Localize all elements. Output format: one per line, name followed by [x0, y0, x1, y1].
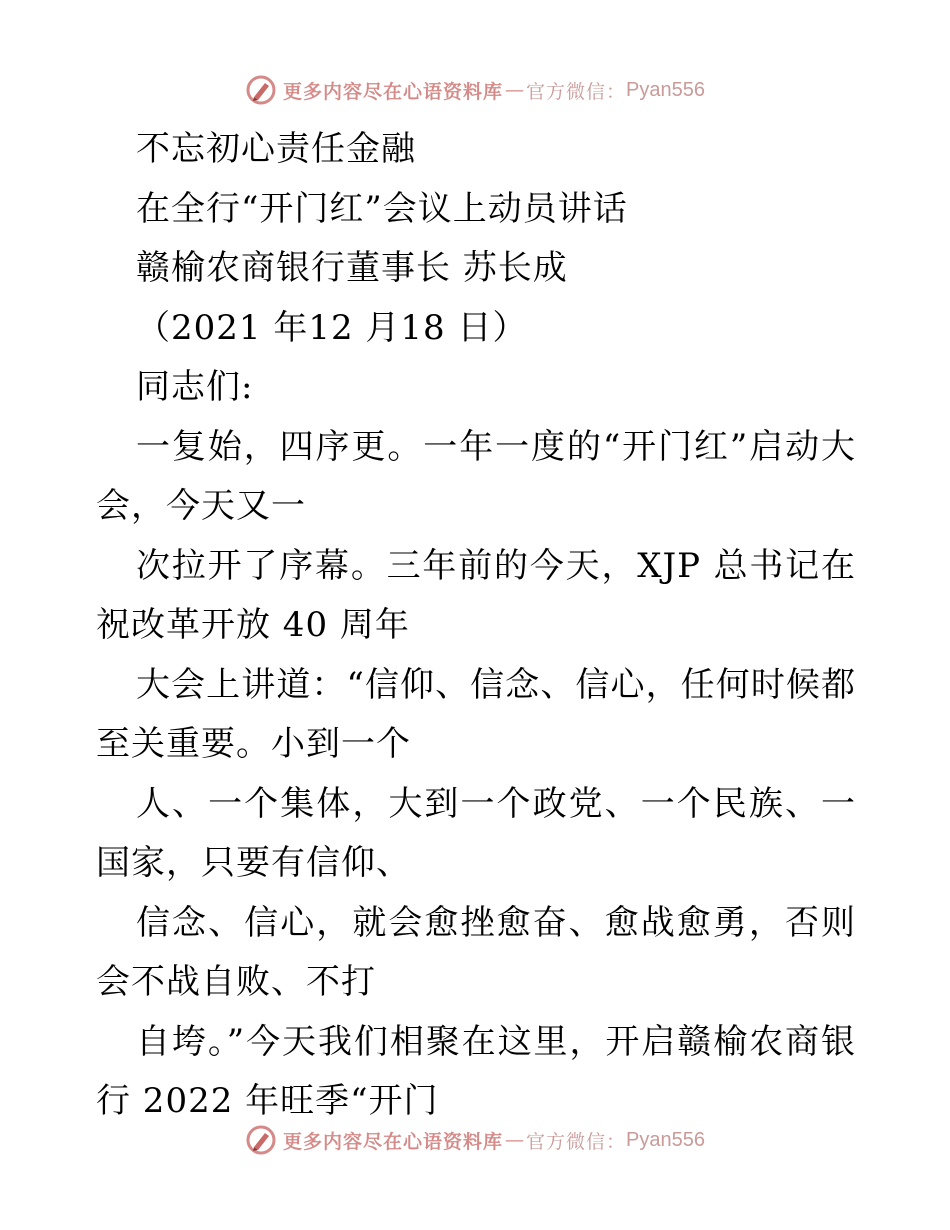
doc-line: 信念、信心，就会愈挫愈奋、愈战愈勇，否则 [136, 902, 856, 943]
footer-watermark [0, 1120, 950, 1160]
doc-date: （2021 年12 月18 日） [136, 307, 528, 348]
pen-seal-icon [245, 1124, 277, 1156]
doc-author: 赣榆农商银行董事长 苏长成 [136, 248, 568, 288]
watermark-wechat-id: Pyan556 [626, 1128, 705, 1151]
watermark-brand-text: 官方微信： [526, 80, 627, 103]
watermark-separator: — [505, 79, 525, 101]
doc-line: 至关重要。小到一个 [96, 724, 411, 764]
pen-seal-icon [245, 74, 277, 106]
watermark-wechat-id: Pyan556 [626, 78, 705, 101]
watermark-separator: — [505, 1129, 525, 1151]
doc-line: 人、一个集体，大到一个政党、一个民族、一 [136, 783, 856, 824]
doc-line: 大会上讲道：“信仰、信念、信心，任何时候都 [136, 664, 856, 705]
doc-line: 国家，只要有信仰、 [96, 843, 411, 883]
doc-line: 会，今天又一 [96, 486, 306, 526]
watermark-main-text: 更多内容尽在心语资料库 [283, 1130, 504, 1153]
doc-subtitle: 在全行“开门红”会议上动员讲话 [136, 188, 628, 229]
doc-title: 不忘初心责任金融 [136, 129, 416, 169]
doc-line: 行 2022 年旺季“开门 [96, 1081, 439, 1121]
doc-line: 一复始，四序更。一年一度的“开门红”启动大 [136, 426, 856, 467]
doc-line: 次拉开了序幕。三年前的今天，XJP 总书记在 [136, 545, 856, 586]
watermark-main-text: 更多内容尽在心语资料库 [283, 80, 504, 103]
doc-line: 会不战自败、不打 [96, 962, 376, 1002]
doc-line: 自垮。”今天我们相聚在这里，开启赣榆农商银 [136, 1021, 856, 1062]
header-watermark [0, 70, 950, 110]
doc-salutation: 同志们: [136, 367, 254, 407]
watermark-brand-text: 官方微信： [526, 1130, 627, 1153]
document-body [96, 120, 856, 1132]
doc-line: 祝改革开放 40 周年 [96, 605, 410, 645]
